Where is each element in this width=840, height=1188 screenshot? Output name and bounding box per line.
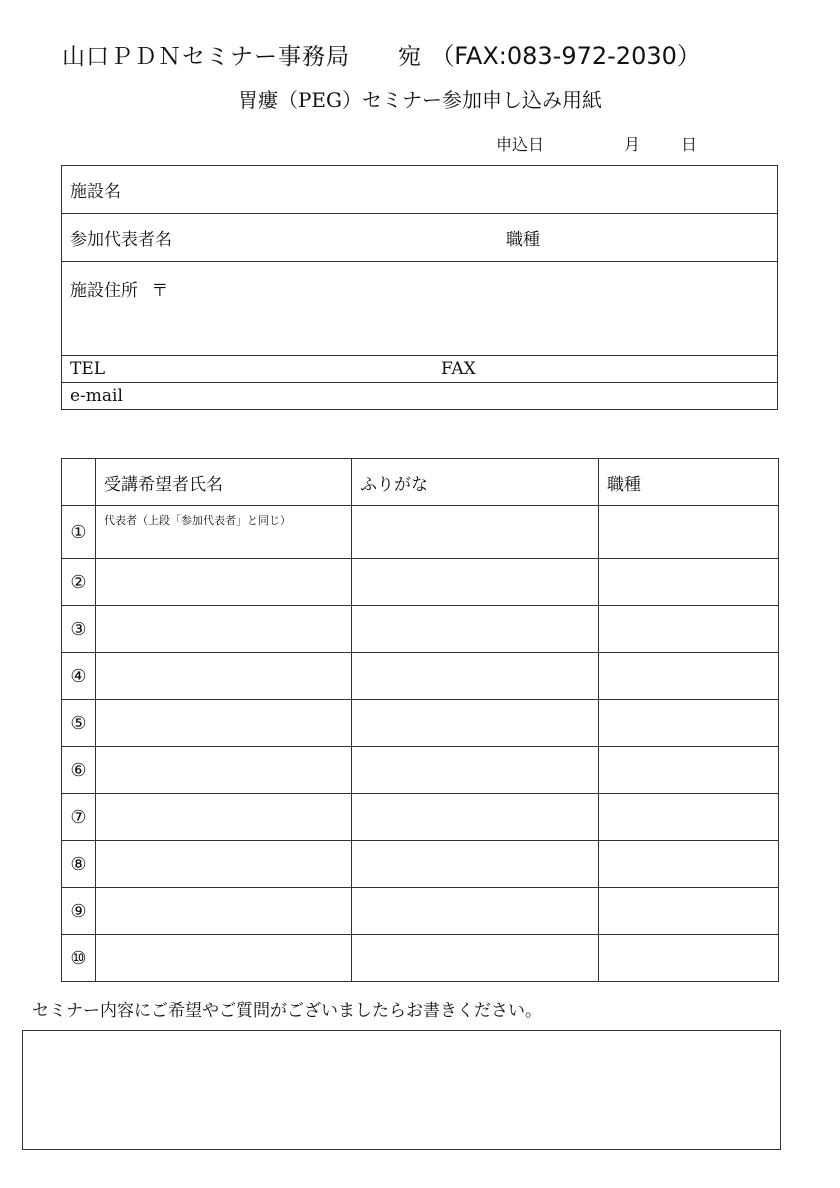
table-row [62, 747, 779, 794]
participant-roster-table [61, 458, 779, 982]
row-number: ② [62, 559, 96, 606]
table-row [62, 653, 779, 700]
email-field[interactable] [62, 383, 778, 410]
furigana-cell[interactable] [352, 888, 599, 935]
occupation-cell[interactable] [599, 653, 779, 700]
row-number: ⑥ [62, 747, 96, 794]
furigana-cell[interactable] [352, 747, 599, 794]
applicant-info-table [61, 165, 778, 410]
name-cell[interactable] [96, 794, 352, 841]
address-row [62, 262, 778, 356]
date-day-label: 日 [681, 135, 698, 154]
table-row [62, 841, 779, 888]
occupation-cell[interactable] [599, 888, 779, 935]
table-row [62, 506, 779, 559]
comments-box[interactable] [22, 1030, 781, 1150]
row-number: ④ [62, 653, 96, 700]
furigana-cell[interactable] [352, 506, 599, 559]
facility-name-field[interactable] [62, 166, 778, 214]
row-number: ⑧ [62, 841, 96, 888]
name-cell[interactable] [96, 606, 352, 653]
representative-field[interactable] [62, 214, 778, 262]
date-label: 申込日 [496, 135, 545, 154]
phone-fax-field[interactable] [62, 356, 778, 383]
furigana-cell[interactable] [352, 653, 599, 700]
name-cell[interactable] [96, 841, 352, 888]
name-cell[interactable] [96, 888, 352, 935]
furigana-cell[interactable] [352, 841, 599, 888]
name-cell[interactable] [96, 935, 352, 982]
facility-name-label: 施設名 [70, 182, 121, 202]
representative-row [62, 214, 778, 262]
address-field[interactable] [62, 262, 778, 356]
address-label: 施設住所 [70, 281, 138, 301]
roster-header-occupation: 職種 [599, 459, 779, 506]
row-number: ⑩ [62, 935, 96, 982]
table-row [62, 888, 779, 935]
phone-row [62, 356, 778, 383]
roster-number-header [62, 459, 96, 506]
table-row [62, 700, 779, 747]
row-number: ⑨ [62, 888, 96, 935]
name-cell[interactable] [96, 700, 352, 747]
representative-occupation-label: 職種 [506, 230, 540, 250]
roster-header-furigana: ふりがな [352, 459, 599, 506]
row-number: ① [62, 506, 96, 559]
facility-name-row [62, 166, 778, 214]
representative-label: 参加代表者名 [70, 230, 172, 250]
table-row [62, 794, 779, 841]
tel-label: TEL [70, 359, 106, 379]
recipient-text: 山口ＰＤＮセミナー事務局 宛 [62, 44, 422, 70]
occupation-cell[interactable] [599, 606, 779, 653]
roster-header-name: 受講希望者氏名 [96, 459, 352, 506]
occupation-cell[interactable] [599, 559, 779, 606]
occupation-cell[interactable] [599, 935, 779, 982]
email-label: e-mail [70, 386, 123, 406]
fax-number: （FAX:083-972-2030） [430, 42, 701, 70]
form-title: 胃瘻（PEG）セミナー参加申し込み用紙 [237, 88, 603, 112]
name-cell[interactable]: 代表者（上段「参加代表者」と同じ） [96, 506, 352, 559]
occupation-cell[interactable] [599, 506, 779, 559]
occupation-cell[interactable] [599, 700, 779, 747]
row-number: ⑦ [62, 794, 96, 841]
occupation-cell[interactable] [599, 841, 779, 888]
table-row [62, 559, 779, 606]
furigana-cell[interactable] [352, 700, 599, 747]
postal-mark: 〒 [151, 281, 169, 301]
row-number: ③ [62, 606, 96, 653]
furigana-cell[interactable] [352, 935, 599, 982]
name-cell[interactable] [96, 653, 352, 700]
table-row [62, 935, 779, 982]
name-cell[interactable] [96, 559, 352, 606]
furigana-cell[interactable] [352, 794, 599, 841]
name-cell[interactable] [96, 747, 352, 794]
fax-label: FAX [441, 359, 476, 379]
date-month-label: 月 [624, 135, 641, 154]
row-number: ⑤ [62, 700, 96, 747]
roster-header-row [62, 459, 779, 506]
table-row [62, 606, 779, 653]
furigana-cell[interactable] [352, 606, 599, 653]
comments-prompt: セミナー内容にご希望やご質問がございましたらお書きください。 [32, 1001, 542, 1021]
recipient-line [62, 36, 701, 71]
email-row [62, 383, 778, 410]
occupation-cell[interactable] [599, 794, 779, 841]
furigana-cell[interactable] [352, 559, 599, 606]
occupation-cell[interactable] [599, 747, 779, 794]
